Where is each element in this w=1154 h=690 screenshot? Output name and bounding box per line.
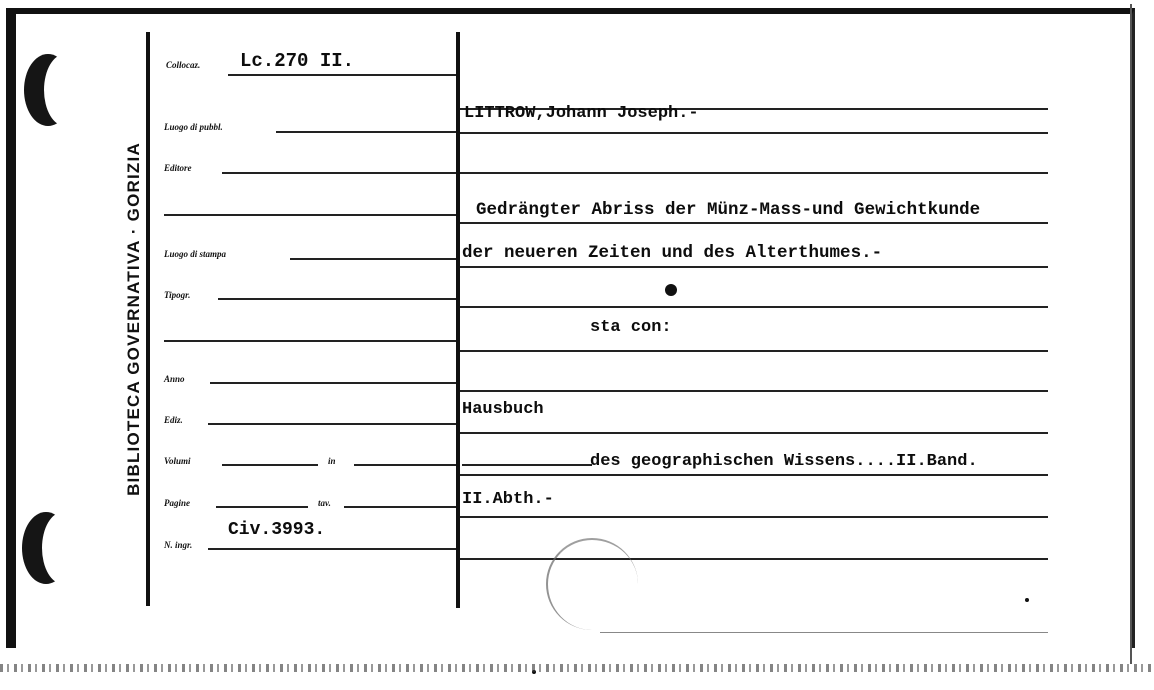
rule-r11: [460, 516, 1048, 518]
entry-series-line-1: Hausbuch: [462, 400, 544, 419]
label-tav: tav.: [318, 498, 331, 508]
line-anno: [210, 382, 456, 384]
rule-r10: [460, 474, 1048, 476]
left-column-rule: [146, 32, 150, 606]
line-editore: [222, 172, 456, 174]
punch-hole-bottom: [22, 512, 70, 584]
entry-author: LITTROW,Johann Joseph.-: [464, 104, 699, 123]
entry-title-line-2: der neueren Zeiten und des Alterthumes.-: [462, 243, 883, 263]
punch-hole-top: [24, 54, 72, 126]
label-pagine: Pagine: [164, 498, 190, 508]
label-n-ingr: N. ingr.: [164, 540, 193, 550]
entry-sta-con: sta con:: [590, 318, 672, 337]
library-name: [126, 86, 142, 548]
rule-r5: [460, 266, 1048, 268]
label-luogo-pubbl: Luogo di pubbl.: [164, 122, 223, 132]
entry-series-line-3: II.Abth.-: [462, 490, 554, 509]
line-ediz: [208, 423, 456, 425]
line-in: [354, 464, 456, 466]
rule-r3: [460, 172, 1048, 174]
library-stamp: [546, 538, 638, 630]
rule-r4: [460, 222, 1048, 224]
label-editore: Editore: [164, 163, 192, 173]
line-tav: [344, 506, 456, 508]
speck: [1025, 598, 1029, 602]
label-tipogr: Tipogr.: [164, 290, 191, 300]
rule-r9: [460, 432, 1048, 434]
rule-r6: [460, 306, 1048, 308]
entry-title-line-1: Gedrängter Abriss der Münz-Mass-und Gewichtkunde: [476, 200, 981, 220]
label-ediz: Ediz.: [164, 415, 183, 425]
library-name-text: BIBLIOTECA GOVERNATIVA · GORIZIA: [124, 142, 143, 496]
line-blank-1: [164, 214, 456, 216]
middle-column-rule: [456, 32, 460, 608]
scan-edge: [0, 664, 1154, 672]
value-collocazione: Lc.270 II.: [240, 50, 355, 72]
value-n-ingr: Civ.3993.: [228, 520, 326, 540]
label-volumi: Volumi: [164, 456, 191, 466]
label-in: in: [328, 456, 336, 466]
rule-r8: [460, 390, 1048, 392]
line-tipogr: [218, 298, 456, 300]
label-luogo-stampa: Luogo di stampa: [164, 249, 227, 259]
label-anno: Anno: [164, 374, 185, 384]
label-collocazione: Collocaz.: [166, 60, 201, 70]
line-blank-2: [164, 340, 456, 342]
entry-series-line-2: des geographischen Wissens....II.Band.: [590, 452, 978, 471]
card-edge-shadow: [1130, 4, 1132, 664]
punch-dot: [665, 284, 677, 296]
rule-r2: [460, 132, 1048, 134]
rule-r12: [460, 558, 1048, 560]
line-n-ingr: [208, 548, 456, 550]
series-underline: [462, 464, 592, 466]
line-luogo-pubbl: [276, 131, 456, 133]
rule-r13: [600, 632, 1048, 633]
line-volumi: [222, 464, 318, 466]
rule-r7: [460, 350, 1048, 352]
line-luogo-stampa: [290, 258, 456, 260]
line-collocazione: [228, 74, 456, 76]
line-pagine: [216, 506, 308, 508]
